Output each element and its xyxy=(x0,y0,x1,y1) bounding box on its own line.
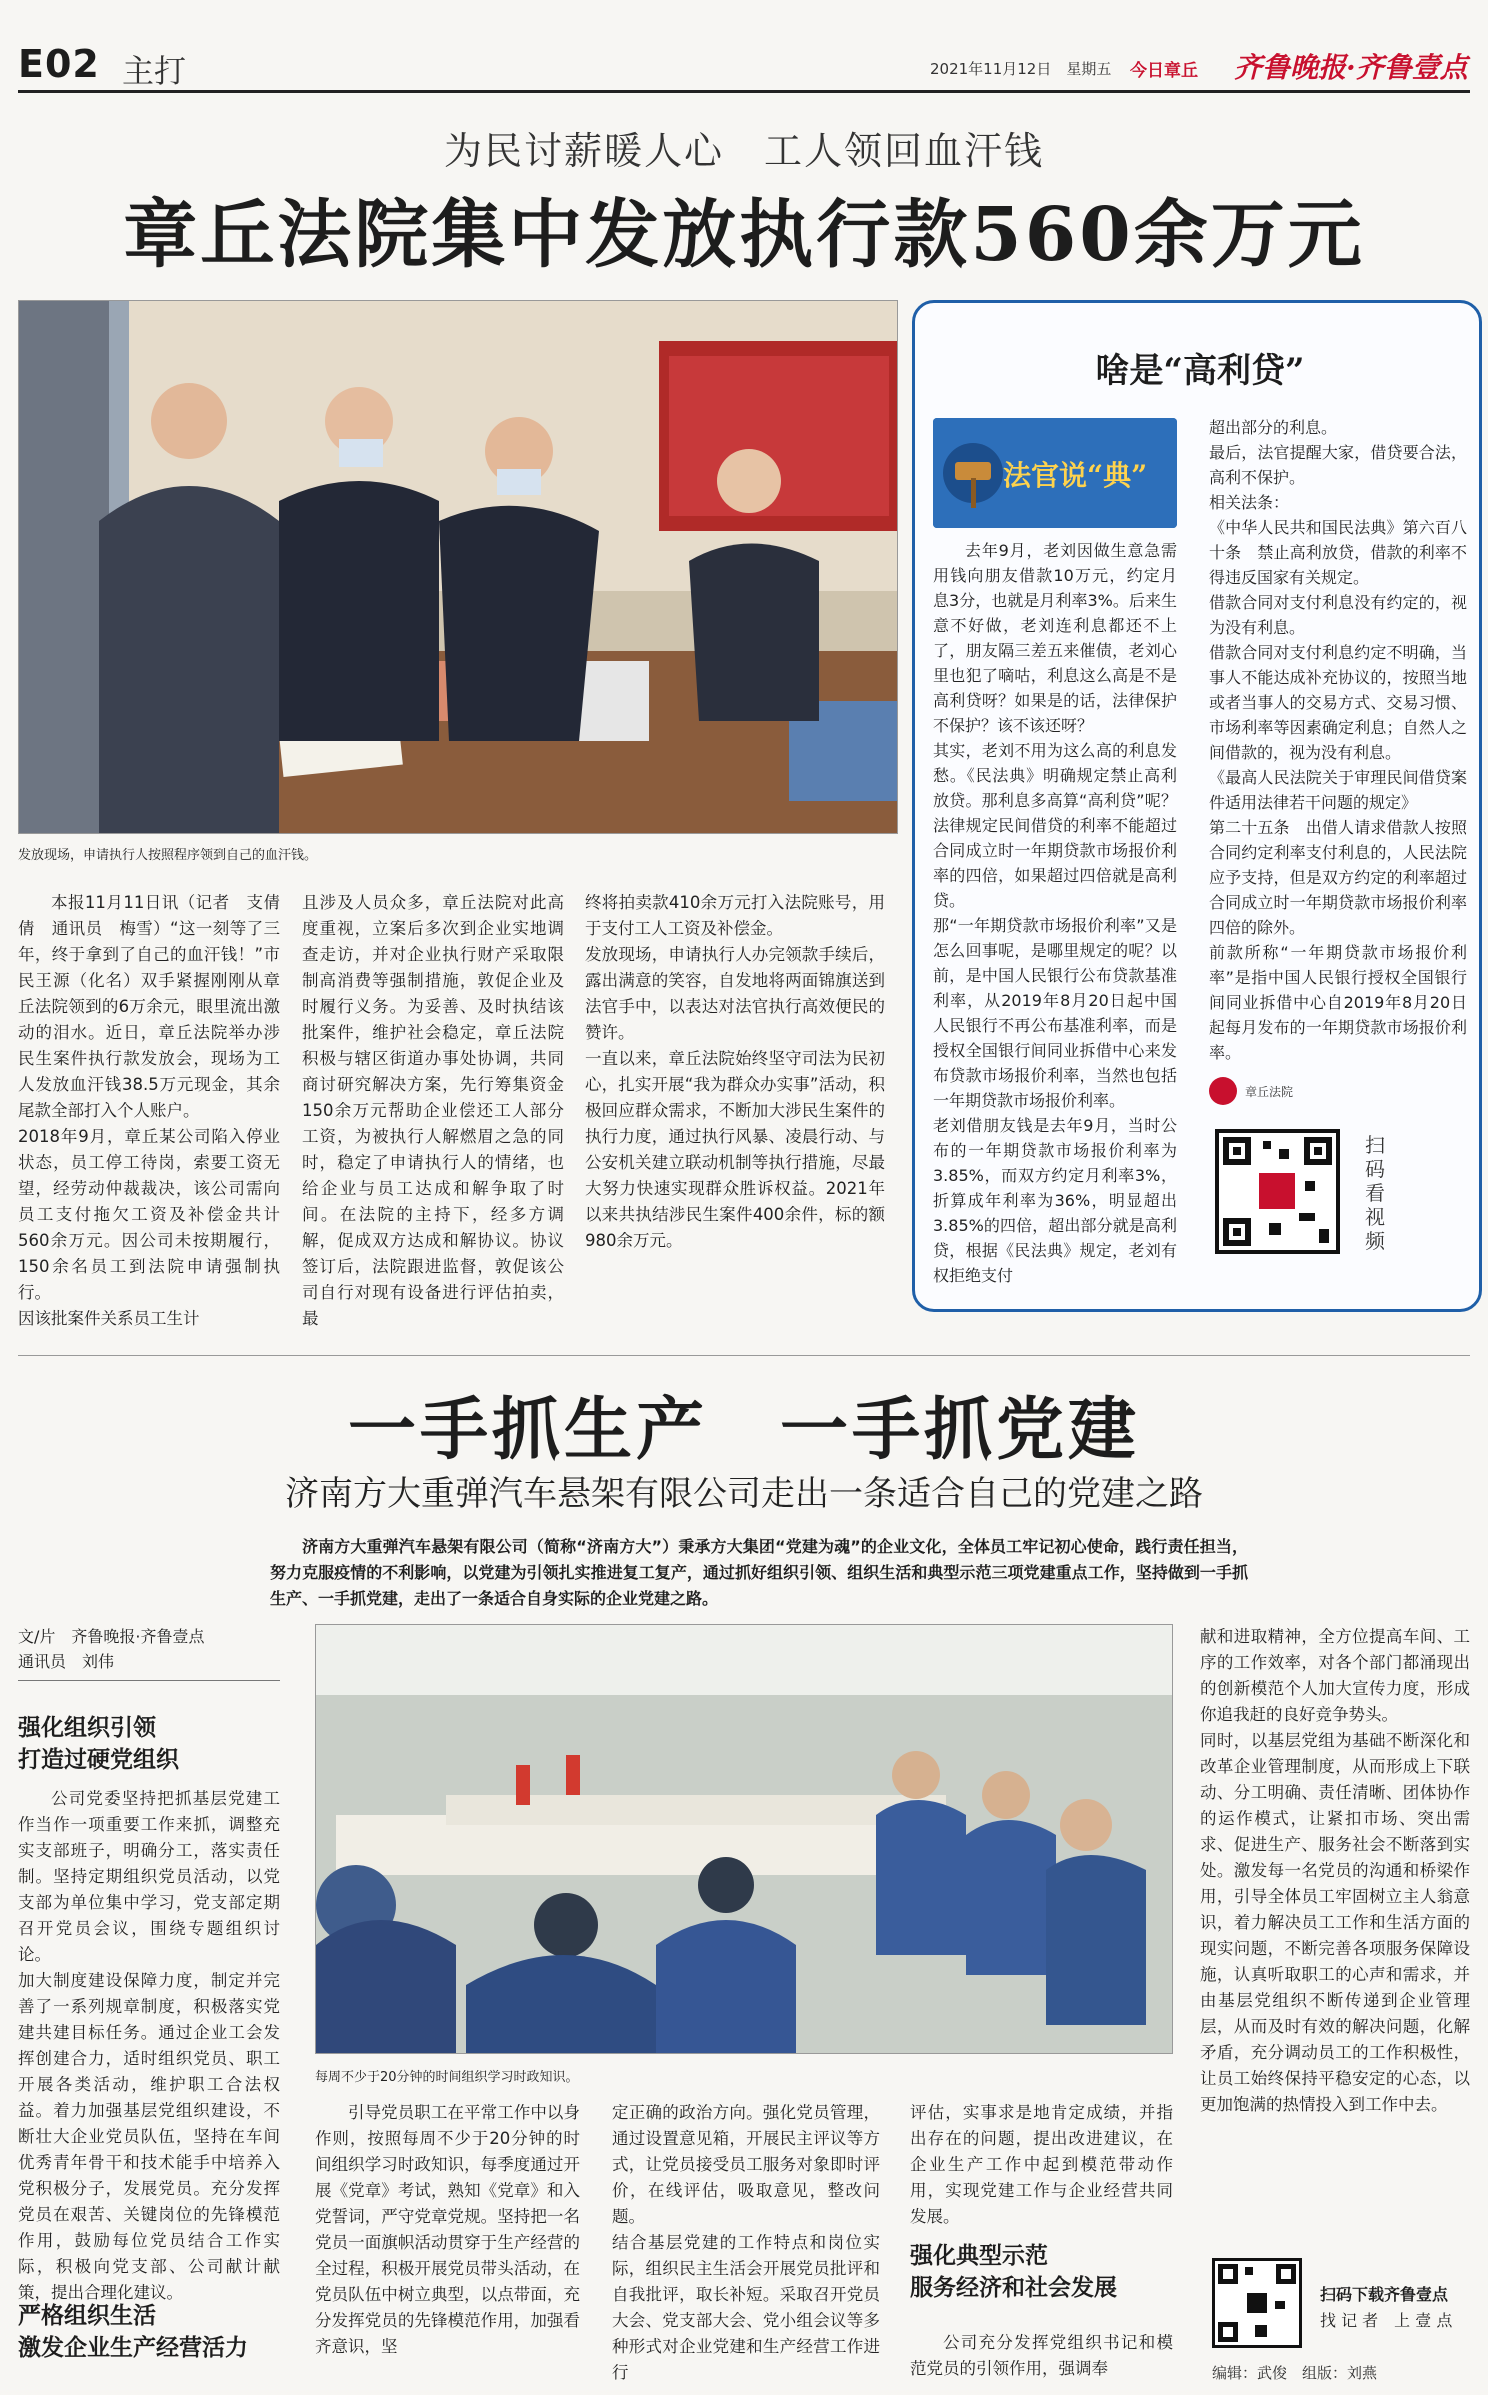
qr-code-icon xyxy=(1215,2261,1299,2345)
section-name: 主打 xyxy=(122,52,187,90)
sidebar-qr-code[interactable] xyxy=(1215,1129,1340,1254)
article1-column-3: 终将拍卖款410余万元打入法院账号，用于支付工人工资及补偿金。 发放现场，申请执行人办完领款手续后，露出满意的笑容，自发地将两面锦旗送到法官手中，以表达对法官执行高效便民的赞许。 一直以来，章丘法院始终坚守司法为民初心，扎实开展“我为群众办实事”活动，积极回应群众需求，不断加大涉民生案件的执行力度，通过执行风暴、凌晨行动、与公安机关建立联动机制等执行措施，尽最大努力快速实现群众胜诉权益。2021年以来共执结涉民生案件400余件，标的额980余万元。 xyxy=(585,893,885,1250)
section-divider xyxy=(18,1355,1470,1356)
article2-subtitle: 济南方大重弹汽车悬架有限公司走出一条适合自己的党建之路 xyxy=(285,1474,1203,1514)
article2-lead: 济南方大重弹汽车悬架有限公司（简称“济南方大”）秉承方大集团“党建为魂”的企业文化，全体员工牢记初心使命，践行责任担当，努力克服疫情的不利影响，以党建为引领扎实推进复工复产，通过抓好组织引领、组织生活和典型示范三项党建重点工作，坚持做到一手抓生产、一手抓党建，走出了一条适合自身实际的企业党建之路。 xyxy=(270,1537,1248,1608)
subheading-2: 严格组织生活 激发企业生产经营活力 xyxy=(18,2302,248,2361)
footer-editors: 编辑：武俊 组版：刘燕 xyxy=(1212,2364,1378,2382)
court-emblem-icon xyxy=(1209,1077,1237,1105)
sidebar-logo-text: 章丘法院 xyxy=(1245,1085,1294,1099)
issue-date: 2021年11月12日 星期五 xyxy=(930,60,1112,78)
newspaper-brand: 齐鲁晚报·齐鲁壹点 xyxy=(1234,51,1468,84)
byline-rule xyxy=(18,1680,280,1681)
article2-column-b1: 引导党员职工在平常工作中以身作则，按照每周不少于20分钟的时间组织学习时政知识，每季度通过开展《党章》考试，熟知《党章》和入党誓词，严守党章党规。坚持把一名党员一面旗帜活动贯穿于生产经营的全过程，积极开展党员带头活动，在党员队伍中树立典型，以点带面，充分发挥党员的先锋模范作用，加强看齐意识，坚 xyxy=(315,2103,580,2356)
edition-name: 今日章丘 xyxy=(1130,61,1198,81)
article1-column-2: 且涉及人员众多，章丘法院对此高度重视，立案后多次到企业实地调查走访，并对企业执行财产采取限制高消费等强制措施，敦促企业及时履行义务。为妥善、及时执结该批案件，维护社会稳定，章丘法院积极与辖区街道办事处协调，共同商讨研究解决方案，先行筹集资金150余万元帮助企业偿还工人部分工资，为被执行人解燃眉之急的同时，稳定了申请执行人的情绪，也给企业与员工达成和解争取了时间。在法院的主持下，经多方调解，促成双方达成和解协议。协议签订后，法院跟进监督，敦促该公司自行对现有设备进行评估拍卖，最 xyxy=(302,893,564,1328)
sidebar-badge-label: 法官说“典” xyxy=(1003,459,1148,492)
qr-code-icon xyxy=(1219,1133,1336,1250)
article2-photo-caption: 每周不少于20分钟的时间组织学习时政知识。 xyxy=(315,2070,579,2085)
sidebar-box xyxy=(912,300,1482,1312)
article1-kicker: 为民讨薪暖人心 工人领回血汗钱 xyxy=(443,129,1044,173)
court-photo-image xyxy=(19,301,898,834)
meeting-photo xyxy=(315,1624,1173,2054)
article2-column-b3b: 公司充分发挥党组织书记和模范党员的引领作用，强调奉 xyxy=(910,2333,1173,2378)
article2-right-column: 献和进取精神，全方位提高车间、工序的工作效率，对各个部门都涌现出的创新模范个人加大宣传力度，形成你追我赶的良好竞争势头。 同时，以基层党组为基础不断深化和改革企业管理制度，从而形成上下联动、分工明确、责任清晰、团体协作的运作模式，让紧扣市场、突出需求、促进生产、服务社会不断落到实处。激发每一名党员的沟通和桥梁作用，引导全体员工牢固树立主人翁意识，着力解决员工工作和生活方面的现实问题，不断完善各项服务保障设施，认真听取职工的心声和需求，并由基层党组织不断传递到企业管理层，从而及时有效的解决问题，化解矛盾，充分调动员工的工作积极性，让员工始终保持平稳安定的心态，以更加饱满的热情投入到工作中去。 xyxy=(1200,1627,1470,2114)
subheading-3: 强化典型示范 服务经济和社会发展 xyxy=(910,2242,1117,2301)
sidebar-column-1: 去年9月，老刘因做生意急需用钱向朋友借款10万元，约定月息3分，也就是月利率3%。后来生意不好做，老刘连利息都还不上了，朋友隔三差五来催债，老刘心里也犯了嘀咕，利息这么高是不是高利贷呀？如果是的话，法律保护不保护？该不该还呀？ 其实，老刘不用为这么高的利息发愁。《民法典》明确规定禁止高利放贷。那利息多高算“高利贷”呢？法律规定民间借贷的利率不能超过合同成立时一年期贷款市场报价利率的四倍，如果超过四倍就是高利贷。 那“一年期贷款市场报价利率”又是怎么回事呢，是哪里规定的呢？以前，是中国人民银行公布贷款基准利率，从2019年8月20日起中国人民银行不再公布基准利率，而是授权全国银行间同业拆借中心来发布贷款市场报价利率，当然也包括一年期贷款市场报价利率。 老刘借朋友钱是去年9月，当时公布的一年期贷款市场报价利率为3.85%，而双方约定月利率3%，折算成年利率为36%，明显超出3.85%的四倍，超出部分就是高利贷，根据《民法典》规定，老刘有权拒绝支付 xyxy=(933,541,1177,1285)
article1-column-1: 本报11月11日讯（记者 支倩倩 通讯员 梅雪）“这一刻等了三年，终于拿到了自己的血汗钱！”市民王源（化名）双手紧握刚刚从章丘法院领到的6万余元，眼里流出激动的泪水。近日，章丘法院举办涉民生案件执行款发放会，现场为工人发放血汗钱38.5万元现金，其余尾款全部打入个人账户。 2018年9月，章丘某公司陷入停业状态，员工停工待岗，索要工资无望，经劳动仲裁裁决，该公司需向员工支付拖欠工资及补偿金共计560余万元。因公司未按期履行，150余名员工到法院申请强制执行。 因该批案件关系员工生计 xyxy=(18,893,280,1328)
sidebar-badge xyxy=(933,418,1177,528)
sidebar-column-2: 超出部分的利息。 最后，法官提醒大家，借贷要合法，高利不保护。 相关法条： 《中华人民共和国民法典》第六百八十条 禁止高利放贷，借款的利率不得违反国家有关规定。 借款合同对支付利息没有约定的，视为没有利息。 借款合同对支付利息约定不明确，当事人不能达成补充协议的，按照当地或者当事人的交易方式、交易习惯、市场利率等因素确定利息；自然人之间借款的，视为没有利息。 《最高人民法院关于审理民间借贷案件适用法律若干问题的规定》 第二十五条 出借人请求借款人按照合同约定利率支付利息的，人民法院应予支持，但是双方约定的利率超过合同成立时一年期贷款市场报价利率四倍的除外。 前款所称“一年期贷款市场报价利率”是指中国人民银行授权全国银行间同业拆借中心自2019年8月20日起每月发布的一年期贷款市场报价利率。 xyxy=(1209,418,1467,1062)
sidebar-scan-text: 扫码看视频 xyxy=(1365,1133,1385,1253)
article2-reporter: 通讯员 刘伟 xyxy=(18,1652,115,1671)
article2-headline: 一手抓生产 一手抓党建 xyxy=(347,1390,1140,1470)
page-number: E02 xyxy=(18,42,100,86)
article2-left-column: 公司党委坚持把抓基层党建工作当作一项重要工作来抓，调整充实支部班子，明确分工，落实责任制。坚持定期组织党员活动，以党支部为单位集中学习，党支部定期召开党员会议，围绕专题组织讨论。 加大制度建设保障力度，制定并完善了一系列规章制度，积极落实党建共建目标任务。通过企业工会发挥创建合力，适时组织党员、职工开展各类活动，维护职工合法权益。着力加强基层党组织建设，不断壮大企业党员队伍，坚持在车间优秀青年骨干和技术能手中培养入党积极分子，发展党员。充分发挥党员在艰苦、关键岗位的先锋模范作用，鼓励每位党员结合工作实际，积极向党支部、公司献计献策，提出合理化建议。 xyxy=(18,1789,280,2302)
sidebar-title: 啥是“高利贷” xyxy=(1095,351,1305,391)
article1-photo-caption: 发放现场，申请执行人按照程序领到自己的血汗钱。 xyxy=(18,848,318,863)
subheading-1: 强化组织引领 打造过硬党组织 xyxy=(18,1714,179,1773)
article2-column-b2: 定正确的政治方向。强化党员管理，通过设置意见箱，开展民主评议等方式，让党员接受员工服务对象即时评价，在线评估，吸取意见，整改问题。 结合基层党建的工作特点和岗位实际，组织民主生活会开展党员批评和自我批评，取长补短。采取召开党员大会、党支部大会、党小组会议等多种形式对企业党建和生产经营工作进行 xyxy=(612,2103,880,2382)
footer-promo-line2: 找 记 者 上 壹 点 xyxy=(1320,2311,1453,2330)
header-rule xyxy=(18,90,1470,93)
footer-qr-code[interactable] xyxy=(1212,2258,1302,2348)
article2-byline: 文/片 齐鲁晚报·齐鲁壹点 xyxy=(18,1627,205,1646)
article2-column-b3: 评估，实事求是地肯定成绩，并指出存在的问题，提出改进建议，在企业生产工作中起到模范带动作用，实现党建工作与企业经营共同发展。 xyxy=(910,2103,1173,2226)
meeting-photo-image xyxy=(316,1625,1173,2054)
footer-promo-line1: 扫码下载齐鲁壹点 xyxy=(1320,2285,1449,2304)
article1-headline: 章丘法院集中发放执行款560余万元 xyxy=(123,192,1365,278)
court-photo xyxy=(18,300,898,834)
